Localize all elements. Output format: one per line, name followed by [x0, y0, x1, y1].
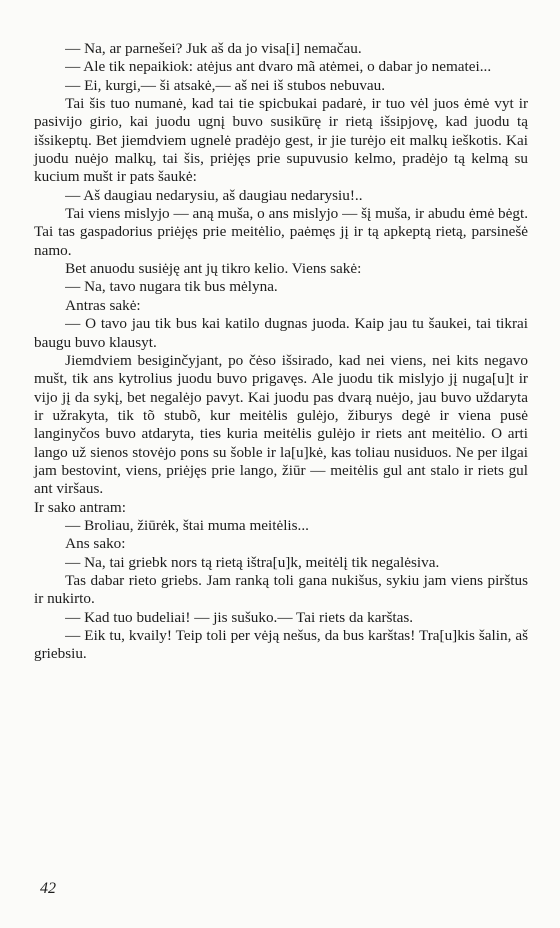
paragraph: — Na, ar parnešei? Juk aš da jo visa[i] nemačau. — [65, 40, 362, 57]
paragraph: Ir sako antram: — [34, 498, 126, 516]
paragraph: Tai šis tuo numanė, kad tai tie spicbukai padarė, ir tuo vėl juos ėmė vyt ir pasivijo girio, kai juodu ugnį buvo susikūrę ir rietą išsipjovę, kad juodu tą išsikeptų. Bet jiemdviem ugnelė pradėjo gest, ir jie turėjo eit malkų ieškotis. Kai juodu nuėjo malkų, tai šis, priėjęs prie supuvusio kelmo, pradėjo tą kelmą su kucium mušt ir pats šaukė: — [34, 95, 528, 186]
paragraph: — Eik tu, kvaily! Teip toli per vėją nešus, da bus karštas! Tra[u]kis šalin, aš griebsiu. — [34, 627, 528, 663]
paragraph: — Ale tik nepaikiok: atėjus ant dvaro mã atėmei, o dabar jo nematei... — [65, 58, 492, 76]
page-number: 42 — [40, 880, 56, 897]
body-text — [34, 40, 528, 664]
paragraph: Bet anuodu susiėję ant jų tikro kelio. Viens sakė: — [65, 260, 362, 278]
paragraph: — Aš daugiau nedarysiu, aš daugiau nedarysiu!.. — [65, 186, 363, 204]
paragraph: — O tavo jau tik bus kai katilo dugnas juoda. Kaip jau tu šaukei, tai tikrai baugu buvo klausyt. — [34, 315, 528, 351]
paragraph: Antras sakė: — [65, 296, 141, 314]
paragraph: — Kad tuo budeliai! — jis sušuko.— Tai riets da karštas. — [65, 608, 414, 626]
paragraph: Ans sako: — [65, 535, 126, 553]
paragraph: Tas dabar rieto griebs. Jam ranką toli gana nukišus, sykiu jam viens pirštus ir nukirto. — [34, 571, 528, 608]
paragraph: — Na, tavo nugara tik bus mėlyna. — [65, 278, 278, 296]
paragraph: Tai viens mislyjo — aną muša, o ans mislyjo — šį muša, ir abudu ėmė bėgt. Tai tas gaspadorius priėjęs prie meitėlio, paėmęs jį ir tą apkeptą rietą, parsinešė namo. — [34, 205, 528, 259]
paragraph: Jiemdviem besiginčyjant, po čėso išsirado, kad nei viens, nei kits negavo mušt, tik ans kytrolius juodu buvo prigavęs. Ale juodu tik mislyjo jį nuga[u]t ir vijo jį da sykį, bet negalėjo pavyt. Kai juodu pas dvarą nuėjo, jau buvo uždaryta ir užrakyta, tik tõ stubõ, kur meitėlis gulėjo, žiburys degė ir viena pusė langinyčos buvo atdaryta, ties kuria meitėlis gulėjo ir riets ant meitėlio. O arti lango už sienos stovėjo pons su šoble ir la[u]kė, kas toliau nusiduos. Ne per ilgai jam bestovint, viens, priėjęs prie lango, žiūr — meitėlis gul ant stalo ir riets gul ant viršaus. — [34, 351, 528, 498]
paragraph: — Na, tai griebk nors tą rietą ištra[u]k, meitėlį tik negalėsiva. — [65, 553, 440, 571]
paragraph: — Broliau, žiūrėk, štai muma meitėlis... — [65, 516, 309, 534]
paragraph: — Ei, kurgi,— ši atsakė,— aš nei iš stubos nebuvau. — [65, 76, 386, 94]
